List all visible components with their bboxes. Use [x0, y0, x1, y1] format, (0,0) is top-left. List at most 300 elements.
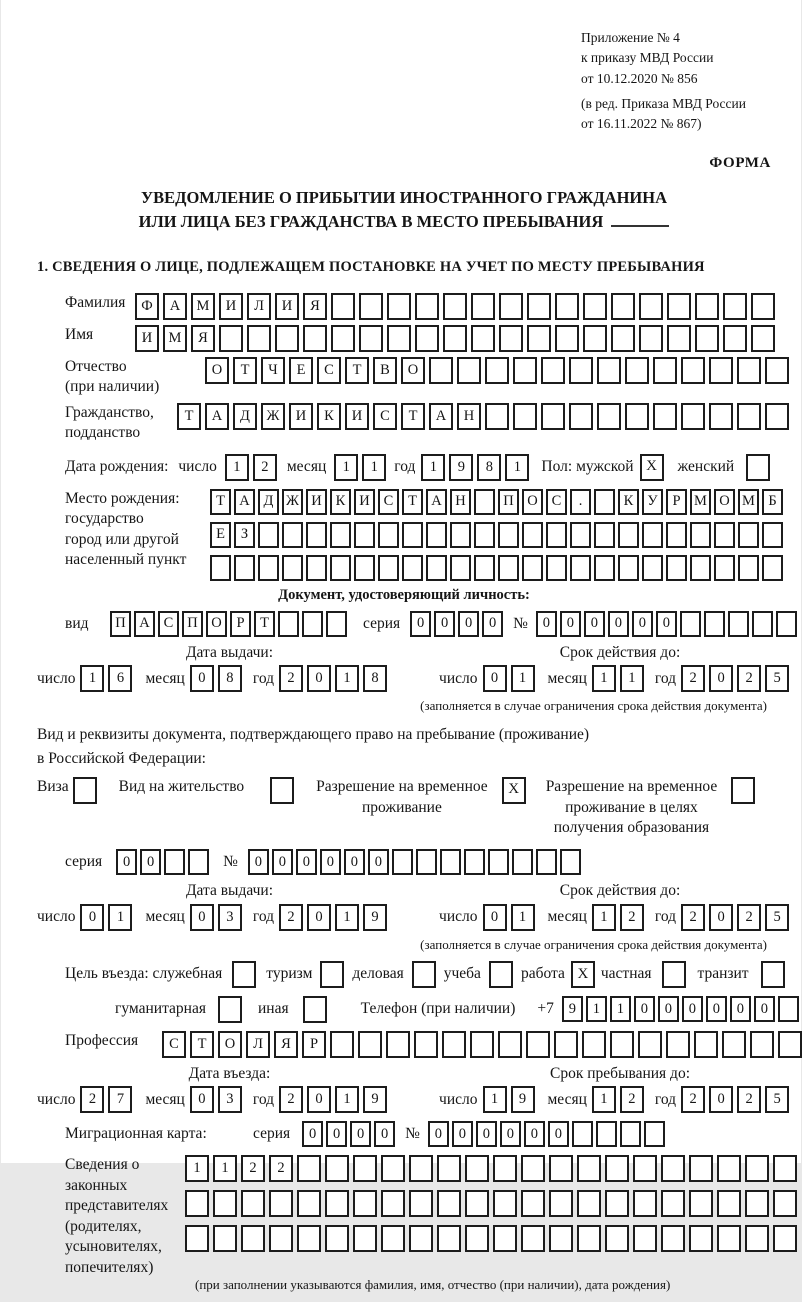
char-cell[interactable] — [512, 849, 533, 875]
char-cell[interactable]: 0 — [350, 1121, 371, 1147]
char-cell[interactable]: 0 — [548, 1121, 569, 1147]
char-cell[interactable]: 1 — [505, 454, 529, 481]
char-cell[interactable] — [642, 522, 663, 548]
char-cell[interactable] — [485, 403, 509, 430]
char-cell[interactable] — [594, 555, 615, 581]
char-cell[interactable]: 2 — [241, 1155, 265, 1182]
char-cell[interactable]: С — [317, 357, 341, 384]
char-cell[interactable] — [638, 1031, 662, 1058]
char-cell[interactable]: А — [429, 403, 453, 430]
char-cell[interactable]: 2 — [80, 1086, 104, 1113]
char-cell[interactable]: 0 — [536, 611, 557, 637]
residence-number-boxes[interactable] — [248, 849, 581, 875]
char-cell[interactable] — [667, 325, 691, 352]
char-cell[interactable] — [639, 325, 663, 352]
char-cell[interactable] — [437, 1155, 461, 1182]
char-cell[interactable] — [392, 849, 413, 875]
char-cell[interactable] — [717, 1225, 741, 1252]
char-cell[interactable] — [618, 555, 639, 581]
char-cell[interactable] — [549, 1190, 573, 1217]
phone-boxes[interactable] — [562, 996, 799, 1022]
patronymic-boxes[interactable] — [205, 357, 789, 384]
representatives-boxes-row2[interactable] — [185, 1190, 797, 1217]
char-cell[interactable] — [577, 1155, 601, 1182]
char-cell[interactable]: О — [218, 1031, 242, 1058]
char-cell[interactable]: 8 — [477, 454, 501, 481]
char-cell[interactable] — [526, 1031, 550, 1058]
char-cell[interactable]: 1 — [610, 996, 631, 1022]
char-cell[interactable] — [690, 555, 711, 581]
char-cell[interactable]: 1 — [80, 665, 104, 692]
char-cell[interactable]: 1 — [213, 1155, 237, 1182]
char-cell[interactable] — [709, 357, 733, 384]
char-cell[interactable]: И — [306, 489, 327, 515]
citizenship-boxes[interactable] — [177, 403, 789, 430]
char-cell[interactable]: И — [289, 403, 313, 430]
char-cell[interactable]: 0 — [326, 1121, 347, 1147]
char-cell[interactable] — [474, 555, 495, 581]
doc-issue-month-boxes[interactable] — [190, 665, 242, 692]
char-cell[interactable]: 2 — [737, 904, 761, 931]
char-cell[interactable] — [681, 357, 705, 384]
char-cell[interactable] — [554, 1031, 578, 1058]
char-cell[interactable]: Р — [230, 611, 251, 637]
purpose-business-checkbox[interactable] — [412, 961, 436, 988]
temp-residence-checkbox[interactable]: X — [502, 777, 526, 804]
char-cell[interactable]: Н — [450, 489, 471, 515]
char-cell[interactable] — [745, 1155, 769, 1182]
char-cell[interactable] — [474, 489, 495, 515]
char-cell[interactable] — [680, 611, 701, 637]
char-cell[interactable]: 1 — [225, 454, 249, 481]
residence-issue-month-boxes[interactable] — [190, 904, 242, 931]
char-cell[interactable]: 1 — [335, 904, 359, 931]
char-cell[interactable] — [306, 555, 327, 581]
char-cell[interactable]: 0 — [307, 904, 331, 931]
char-cell[interactable]: Ж — [261, 403, 285, 430]
char-cell[interactable] — [723, 325, 747, 352]
char-cell[interactable] — [625, 403, 649, 430]
char-cell[interactable] — [723, 293, 747, 320]
char-cell[interactable]: 1 — [511, 665, 535, 692]
char-cell[interactable]: 9 — [449, 454, 473, 481]
char-cell[interactable] — [633, 1225, 657, 1252]
char-cell[interactable] — [642, 555, 663, 581]
char-cell[interactable] — [750, 1031, 774, 1058]
char-cell[interactable]: 1 — [620, 665, 644, 692]
char-cell[interactable] — [765, 403, 789, 430]
char-cell[interactable] — [611, 325, 635, 352]
char-cell[interactable]: О — [205, 357, 229, 384]
char-cell[interactable] — [776, 611, 797, 637]
char-cell[interactable]: Ч — [261, 357, 285, 384]
char-cell[interactable]: 1 — [185, 1155, 209, 1182]
entry-month-boxes[interactable] — [190, 1086, 242, 1113]
char-cell[interactable]: 1 — [362, 454, 386, 481]
char-cell[interactable] — [778, 996, 799, 1022]
char-cell[interactable] — [258, 555, 279, 581]
char-cell[interactable] — [188, 849, 209, 875]
char-cell[interactable]: И — [275, 293, 299, 320]
char-cell[interactable]: 1 — [511, 904, 535, 931]
char-cell[interactable]: 1 — [592, 904, 616, 931]
char-cell[interactable] — [536, 849, 557, 875]
char-cell[interactable]: К — [330, 489, 351, 515]
char-cell[interactable] — [570, 522, 591, 548]
char-cell[interactable] — [695, 325, 719, 352]
char-cell[interactable] — [610, 1031, 634, 1058]
char-cell[interactable] — [282, 522, 303, 548]
char-cell[interactable]: С — [546, 489, 567, 515]
char-cell[interactable]: 5 — [765, 665, 789, 692]
char-cell[interactable] — [773, 1190, 797, 1217]
char-cell[interactable]: Т — [345, 357, 369, 384]
char-cell[interactable]: З — [234, 522, 255, 548]
char-cell[interactable] — [378, 555, 399, 581]
stay-month-boxes[interactable] — [592, 1086, 644, 1113]
char-cell[interactable] — [633, 1155, 657, 1182]
char-cell[interactable] — [737, 403, 761, 430]
char-cell[interactable]: 1 — [483, 1086, 507, 1113]
char-cell[interactable] — [297, 1190, 321, 1217]
char-cell[interactable]: 0 — [116, 849, 137, 875]
char-cell[interactable]: 0 — [483, 904, 507, 931]
char-cell[interactable] — [415, 325, 439, 352]
char-cell[interactable]: Р — [302, 1031, 326, 1058]
birth-year-boxes[interactable] — [421, 454, 529, 481]
residence-issue-day-boxes[interactable] — [80, 904, 132, 931]
char-cell[interactable] — [241, 1190, 265, 1217]
char-cell[interactable] — [522, 522, 543, 548]
purpose-transit-checkbox[interactable] — [761, 961, 785, 988]
char-cell[interactable]: 0 — [190, 904, 214, 931]
char-cell[interactable] — [666, 1031, 690, 1058]
stay-year-boxes[interactable] — [681, 1086, 789, 1113]
char-cell[interactable]: 0 — [428, 1121, 449, 1147]
char-cell[interactable]: 0 — [709, 665, 733, 692]
char-cell[interactable] — [470, 1031, 494, 1058]
char-cell[interactable] — [437, 1190, 461, 1217]
char-cell[interactable] — [331, 325, 355, 352]
char-cell[interactable]: А — [426, 489, 447, 515]
char-cell[interactable]: 1 — [592, 665, 616, 692]
char-cell[interactable]: 2 — [737, 665, 761, 692]
char-cell[interactable] — [570, 555, 591, 581]
char-cell[interactable] — [443, 325, 467, 352]
char-cell[interactable]: 0 — [524, 1121, 545, 1147]
char-cell[interactable] — [499, 325, 523, 352]
char-cell[interactable] — [752, 611, 773, 637]
char-cell[interactable] — [773, 1155, 797, 1182]
purpose-work-checkbox[interactable]: X — [571, 961, 595, 988]
char-cell[interactable] — [762, 522, 783, 548]
char-cell[interactable] — [164, 849, 185, 875]
char-cell[interactable] — [353, 1190, 377, 1217]
purpose-service-checkbox[interactable] — [232, 961, 256, 988]
char-cell[interactable]: Я — [191, 325, 215, 352]
char-cell[interactable]: 1 — [335, 665, 359, 692]
char-cell[interactable] — [386, 1031, 410, 1058]
char-cell[interactable] — [378, 522, 399, 548]
migration-number-boxes[interactable] — [428, 1121, 665, 1147]
char-cell[interactable] — [498, 555, 519, 581]
char-cell[interactable]: 0 — [248, 849, 269, 875]
char-cell[interactable]: М — [690, 489, 711, 515]
doc-until-month-boxes[interactable] — [592, 665, 644, 692]
char-cell[interactable]: 2 — [279, 665, 303, 692]
doc-number-boxes[interactable] — [536, 611, 797, 637]
char-cell[interactable] — [583, 325, 607, 352]
char-cell[interactable]: Л — [246, 1031, 270, 1058]
char-cell[interactable] — [330, 1031, 354, 1058]
char-cell[interactable] — [620, 1121, 641, 1147]
char-cell[interactable] — [485, 357, 509, 384]
char-cell[interactable]: 0 — [476, 1121, 497, 1147]
char-cell[interactable]: 6 — [108, 665, 132, 692]
char-cell[interactable]: 0 — [634, 996, 655, 1022]
char-cell[interactable] — [694, 1031, 718, 1058]
char-cell[interactable]: М — [163, 325, 187, 352]
char-cell[interactable] — [387, 293, 411, 320]
char-cell[interactable] — [521, 1225, 545, 1252]
char-cell[interactable] — [210, 555, 231, 581]
char-cell[interactable]: 0 — [658, 996, 679, 1022]
char-cell[interactable] — [464, 849, 485, 875]
char-cell[interactable]: 3 — [218, 1086, 242, 1113]
purpose-study-checkbox[interactable] — [489, 961, 513, 988]
char-cell[interactable]: 0 — [706, 996, 727, 1022]
char-cell[interactable]: 8 — [218, 665, 242, 692]
char-cell[interactable]: О — [206, 611, 227, 637]
char-cell[interactable] — [681, 403, 705, 430]
char-cell[interactable] — [522, 555, 543, 581]
char-cell[interactable] — [594, 489, 615, 515]
char-cell[interactable]: 2 — [681, 665, 705, 692]
char-cell[interactable]: 1 — [335, 1086, 359, 1113]
char-cell[interactable] — [597, 357, 621, 384]
char-cell[interactable]: А — [234, 489, 255, 515]
char-cell[interactable]: 0 — [320, 849, 341, 875]
char-cell[interactable]: 0 — [608, 611, 629, 637]
char-cell[interactable]: 0 — [140, 849, 161, 875]
char-cell[interactable] — [185, 1190, 209, 1217]
purpose-humanitarian-checkbox[interactable] — [218, 996, 242, 1023]
char-cell[interactable] — [409, 1190, 433, 1217]
char-cell[interactable]: 0 — [754, 996, 775, 1022]
char-cell[interactable]: Н — [457, 403, 481, 430]
char-cell[interactable] — [381, 1190, 405, 1217]
char-cell[interactable] — [330, 555, 351, 581]
char-cell[interactable]: Т — [190, 1031, 214, 1058]
char-cell[interactable]: 9 — [562, 996, 583, 1022]
char-cell[interactable]: 1 — [592, 1086, 616, 1113]
char-cell[interactable] — [527, 325, 551, 352]
char-cell[interactable] — [778, 1031, 802, 1058]
char-cell[interactable] — [751, 325, 775, 352]
representatives-boxes-row1[interactable] — [185, 1155, 797, 1182]
char-cell[interactable] — [549, 1155, 573, 1182]
char-cell[interactable]: 0 — [302, 1121, 323, 1147]
char-cell[interactable] — [493, 1190, 517, 1217]
temp-residence-edu-checkbox[interactable] — [731, 777, 755, 804]
char-cell[interactable]: Я — [303, 293, 327, 320]
char-cell[interactable]: Т — [177, 403, 201, 430]
char-cell[interactable]: 2 — [269, 1155, 293, 1182]
char-cell[interactable]: Б — [762, 489, 783, 515]
char-cell[interactable]: С — [162, 1031, 186, 1058]
char-cell[interactable]: С — [378, 489, 399, 515]
char-cell[interactable] — [704, 611, 725, 637]
char-cell[interactable] — [440, 849, 461, 875]
char-cell[interactable]: И — [354, 489, 375, 515]
char-cell[interactable] — [722, 1031, 746, 1058]
char-cell[interactable] — [546, 555, 567, 581]
stay-day-boxes[interactable] — [483, 1086, 535, 1113]
char-cell[interactable] — [241, 1225, 265, 1252]
char-cell[interactable]: Ф — [135, 293, 159, 320]
birthplace-boxes-row3[interactable] — [210, 555, 783, 581]
char-cell[interactable] — [409, 1155, 433, 1182]
char-cell[interactable] — [577, 1225, 601, 1252]
char-cell[interactable] — [354, 522, 375, 548]
char-cell[interactable] — [689, 1190, 713, 1217]
char-cell[interactable] — [325, 1225, 349, 1252]
char-cell[interactable] — [541, 403, 565, 430]
residence-permit-checkbox[interactable] — [270, 777, 294, 804]
char-cell[interactable] — [594, 522, 615, 548]
char-cell[interactable]: Ж — [282, 489, 303, 515]
char-cell[interactable]: 2 — [620, 904, 644, 931]
purpose-private-checkbox[interactable] — [662, 961, 686, 988]
char-cell[interactable] — [275, 325, 299, 352]
char-cell[interactable]: 7 — [108, 1086, 132, 1113]
char-cell[interactable] — [269, 1225, 293, 1252]
char-cell[interactable]: 0 — [483, 665, 507, 692]
char-cell[interactable] — [474, 522, 495, 548]
birth-day-boxes[interactable] — [225, 454, 277, 481]
char-cell[interactable] — [488, 849, 509, 875]
char-cell[interactable] — [443, 293, 467, 320]
char-cell[interactable]: 0 — [458, 611, 479, 637]
char-cell[interactable] — [751, 293, 775, 320]
char-cell[interactable]: И — [345, 403, 369, 430]
char-cell[interactable] — [549, 1225, 573, 1252]
char-cell[interactable] — [513, 357, 537, 384]
char-cell[interactable] — [402, 522, 423, 548]
char-cell[interactable] — [583, 293, 607, 320]
char-cell[interactable] — [569, 403, 593, 430]
char-cell[interactable] — [498, 1031, 522, 1058]
char-cell[interactable]: О — [714, 489, 735, 515]
name-boxes[interactable] — [135, 325, 775, 352]
char-cell[interactable] — [745, 1225, 769, 1252]
char-cell[interactable] — [437, 1225, 461, 1252]
char-cell[interactable]: 0 — [632, 611, 653, 637]
char-cell[interactable] — [738, 522, 759, 548]
char-cell[interactable]: П — [110, 611, 131, 637]
char-cell[interactable]: П — [498, 489, 519, 515]
char-cell[interactable] — [465, 1190, 489, 1217]
visa-checkbox[interactable] — [73, 777, 97, 804]
char-cell[interactable] — [457, 357, 481, 384]
char-cell[interactable] — [695, 293, 719, 320]
char-cell[interactable]: Р — [666, 489, 687, 515]
char-cell[interactable] — [582, 1031, 606, 1058]
char-cell[interactable]: 8 — [363, 665, 387, 692]
char-cell[interactable] — [325, 1190, 349, 1217]
representatives-boxes-row3[interactable] — [185, 1225, 797, 1252]
char-cell[interactable]: 2 — [620, 1086, 644, 1113]
char-cell[interactable] — [762, 555, 783, 581]
char-cell[interactable]: Т — [401, 403, 425, 430]
char-cell[interactable] — [381, 1225, 405, 1252]
char-cell[interactable]: А — [134, 611, 155, 637]
char-cell[interactable] — [471, 293, 495, 320]
char-cell[interactable]: 0 — [368, 849, 389, 875]
char-cell[interactable] — [546, 522, 567, 548]
char-cell[interactable]: О — [522, 489, 543, 515]
char-cell[interactable] — [381, 1155, 405, 1182]
char-cell[interactable]: П — [182, 611, 203, 637]
char-cell[interactable] — [414, 1031, 438, 1058]
char-cell[interactable] — [306, 522, 327, 548]
birthplace-boxes-row1[interactable] — [210, 489, 783, 515]
char-cell[interactable] — [661, 1190, 685, 1217]
char-cell[interactable] — [185, 1225, 209, 1252]
doc-until-year-boxes[interactable] — [681, 665, 789, 692]
char-cell[interactable] — [661, 1225, 685, 1252]
char-cell[interactable] — [258, 522, 279, 548]
doc-until-day-boxes[interactable] — [483, 665, 535, 692]
char-cell[interactable]: И — [219, 293, 243, 320]
char-cell[interactable] — [690, 522, 711, 548]
char-cell[interactable] — [297, 1155, 321, 1182]
char-cell[interactable]: Т — [402, 489, 423, 515]
purpose-other-checkbox[interactable] — [303, 996, 327, 1023]
residence-until-day-boxes[interactable] — [483, 904, 535, 931]
char-cell[interactable]: 2 — [279, 904, 303, 931]
entry-year-boxes[interactable] — [279, 1086, 387, 1113]
char-cell[interactable] — [426, 555, 447, 581]
char-cell[interactable]: А — [205, 403, 229, 430]
char-cell[interactable] — [358, 1031, 382, 1058]
char-cell[interactable]: Д — [258, 489, 279, 515]
char-cell[interactable] — [605, 1190, 629, 1217]
char-cell[interactable] — [738, 555, 759, 581]
char-cell[interactable] — [618, 522, 639, 548]
char-cell[interactable]: 0 — [80, 904, 104, 931]
doc-series-boxes[interactable] — [410, 611, 503, 637]
char-cell[interactable] — [278, 611, 299, 637]
char-cell[interactable]: М — [738, 489, 759, 515]
char-cell[interactable]: Д — [233, 403, 257, 430]
doc-issue-year-boxes[interactable] — [279, 665, 387, 692]
char-cell[interactable] — [765, 357, 789, 384]
char-cell[interactable]: М — [191, 293, 215, 320]
char-cell[interactable] — [450, 555, 471, 581]
char-cell[interactable]: С — [373, 403, 397, 430]
char-cell[interactable] — [325, 1155, 349, 1182]
sex-male-checkbox[interactable]: X — [640, 454, 664, 481]
char-cell[interactable] — [714, 555, 735, 581]
char-cell[interactable] — [498, 522, 519, 548]
char-cell[interactable]: 0 — [482, 611, 503, 637]
surname-boxes[interactable] — [135, 293, 775, 320]
char-cell[interactable]: 1 — [421, 454, 445, 481]
char-cell[interactable]: . — [570, 489, 591, 515]
char-cell[interactable] — [745, 1190, 769, 1217]
char-cell[interactable] — [541, 357, 565, 384]
